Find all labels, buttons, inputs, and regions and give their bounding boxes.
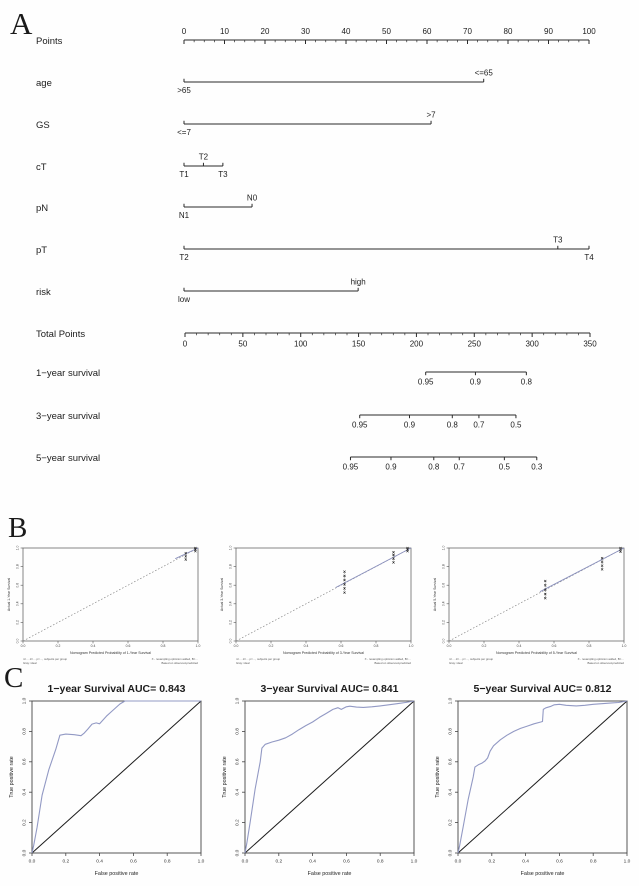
svg-text:T3: T3 [553, 235, 563, 245]
svg-text:3−year survival: 3−year survival [36, 411, 101, 422]
svg-text:0.2: 0.2 [22, 819, 28, 826]
svg-text:0.8: 0.8 [441, 564, 446, 569]
svg-text:Nomogram Predicted Probability: Nomogram Predicted Probability of 1-Year Survival [70, 651, 151, 655]
svg-text:30: 30 [301, 27, 310, 36]
svg-text:False positive rate: False positive rate [520, 871, 565, 877]
svg-text:1−year Survival AUC= 0.843: 1−year Survival AUC= 0.843 [47, 683, 186, 695]
svg-text:1.0: 1.0 [197, 859, 205, 865]
svg-text:0.8: 0.8 [428, 462, 440, 472]
svg-text:n=… d=… p=…, subjects per gr: n=… d=… p=…, subjects per group [449, 657, 494, 661]
svg-text:0.95: 0.95 [342, 462, 359, 472]
svg-text:X - resampling optimism added,: X - resampling optimism added, B=… [151, 657, 198, 661]
svg-text:Points: Points [36, 36, 63, 47]
svg-text:0.8: 0.8 [589, 859, 597, 865]
svg-text:GS: GS [36, 120, 50, 131]
svg-text:0.8: 0.8 [163, 859, 171, 865]
svg-text:0.2: 0.2 [235, 819, 241, 826]
svg-text:0.2: 0.2 [62, 859, 70, 865]
svg-text:>65: >65 [177, 86, 191, 95]
svg-text:0.0: 0.0 [441, 638, 446, 644]
svg-text:40: 40 [341, 27, 351, 36]
svg-text:Based on observed-predicted: Based on observed-predicted [587, 661, 624, 665]
svg-text:True positive rate: True positive rate [9, 756, 15, 798]
svg-text:0.0: 0.0 [235, 849, 241, 857]
calibration-plot-1 [0, 508, 213, 668]
svg-text:pT: pT [36, 245, 48, 256]
svg-text:0.5: 0.5 [510, 420, 522, 430]
svg-text:0.2: 0.2 [228, 620, 233, 625]
svg-text:0.6: 0.6 [448, 758, 454, 766]
svg-text:X - resampling optimism added,: X - resampling optimism added, B=… [364, 657, 411, 661]
svg-text:Gray: ideal: Gray: ideal [236, 661, 250, 665]
svg-text:N1: N1 [178, 211, 190, 220]
panel-c-label: C [4, 662, 24, 694]
svg-text:0.7: 0.7 [453, 462, 465, 472]
svg-text:0.7: 0.7 [473, 420, 485, 430]
svg-text:150: 150 [351, 339, 366, 349]
svg-text:high: high [350, 277, 366, 287]
svg-text:3−year Survival AUC= 0.841: 3−year Survival AUC= 0.841 [260, 683, 399, 695]
svg-text:low: low [177, 295, 191, 304]
svg-text:Nomogram Predicted Probability: Nomogram Predicted Probability of 3-Year Survival [283, 651, 364, 655]
svg-text:True positive rate: True positive rate [222, 756, 228, 798]
nomogram-rows [36, 27, 597, 472]
svg-text:0.0: 0.0 [15, 638, 20, 644]
svg-text:1.0: 1.0 [448, 697, 454, 705]
svg-text:0.0: 0.0 [228, 638, 233, 644]
calibration-plot-2 [213, 508, 426, 668]
svg-text:Total Points: Total Points [36, 329, 86, 340]
svg-text:0.0: 0.0 [22, 849, 28, 857]
svg-text:0.2: 0.2 [481, 644, 487, 649]
svg-text:0.6: 0.6 [15, 582, 20, 588]
svg-text:0.6: 0.6 [130, 859, 137, 865]
svg-text:0.4: 0.4 [96, 859, 103, 865]
svg-text:0.4: 0.4 [90, 644, 96, 649]
svg-text:Gray: ideal: Gray: ideal [23, 661, 37, 665]
svg-text:200: 200 [409, 339, 424, 349]
svg-text:0.8: 0.8 [22, 728, 28, 735]
svg-text:T1: T1 [179, 170, 189, 179]
svg-text:100: 100 [294, 339, 308, 349]
svg-text:0.8: 0.8 [228, 564, 233, 569]
svg-text:5−year Survival AUC= 0.812: 5−year Survival AUC= 0.812 [473, 683, 612, 695]
panel-a-label: A [10, 6, 33, 41]
roc-plot-2 [213, 665, 426, 886]
svg-text:10: 10 [220, 27, 229, 36]
svg-text:100: 100 [582, 27, 596, 36]
svg-text:0.8: 0.8 [520, 377, 532, 387]
svg-text:0.4: 0.4 [22, 788, 28, 796]
svg-text:0.8: 0.8 [446, 420, 458, 430]
svg-text:0.8: 0.8 [15, 564, 20, 569]
svg-text:0.95: 0.95 [351, 420, 368, 430]
svg-text:1.0: 1.0 [195, 644, 201, 649]
svg-text:50: 50 [382, 27, 391, 36]
svg-text:0.4: 0.4 [15, 601, 20, 607]
svg-text:0.2: 0.2 [448, 819, 454, 826]
svg-text:0.8: 0.8 [376, 859, 384, 865]
svg-text:1.0: 1.0 [441, 545, 446, 551]
svg-text:Based on observed-predicted: Based on observed-predicted [161, 661, 198, 665]
svg-text:0.6: 0.6 [125, 644, 131, 649]
svg-text:350: 350 [583, 339, 597, 349]
svg-text:age: age [36, 78, 52, 89]
svg-text:0.3: 0.3 [531, 462, 543, 472]
svg-text:N0: N0 [246, 193, 258, 203]
svg-text:0.6: 0.6 [235, 758, 241, 766]
svg-text:0.0: 0.0 [28, 859, 36, 865]
svg-text:T2: T2 [179, 253, 189, 262]
svg-text:Based on observed-predicted: Based on observed-predicted [374, 661, 411, 665]
svg-text:90: 90 [544, 27, 553, 36]
svg-text:0.6: 0.6 [441, 582, 446, 588]
svg-text:risk: risk [36, 287, 51, 298]
svg-text:250: 250 [467, 339, 481, 349]
svg-text:pN: pN [36, 203, 49, 214]
svg-text:>7: >7 [426, 110, 436, 120]
svg-text:0.0: 0.0 [446, 644, 452, 649]
svg-text:<=7: <=7 [177, 128, 191, 137]
svg-text:70: 70 [463, 27, 472, 36]
svg-text:0.6: 0.6 [338, 644, 344, 649]
svg-text:False positive rate: False positive rate [307, 871, 352, 877]
svg-text:1.0: 1.0 [235, 697, 241, 705]
svg-text:0.0: 0.0 [448, 849, 454, 857]
calibration-plot-3 [426, 508, 639, 668]
svg-text:0.2: 0.2 [15, 620, 20, 625]
svg-text:0: 0 [181, 27, 187, 36]
svg-text:0.5: 0.5 [498, 462, 510, 472]
svg-text:1−year survival: 1−year survival [36, 368, 101, 379]
svg-text:80: 80 [503, 27, 513, 36]
svg-text:1.0: 1.0 [623, 859, 631, 865]
svg-text:0.8: 0.8 [448, 728, 454, 735]
svg-text:Actual 5-Year Survival: Actual 5-Year Survival [433, 577, 437, 612]
svg-text:0.9: 0.9 [469, 377, 482, 387]
svg-text:0.6: 0.6 [556, 859, 563, 865]
svg-text:0.2: 0.2 [275, 859, 283, 865]
svg-text:1.0: 1.0 [228, 545, 233, 551]
svg-text:0.6: 0.6 [228, 582, 233, 588]
svg-text:0.6: 0.6 [343, 859, 350, 865]
svg-text:0.4: 0.4 [522, 859, 529, 865]
svg-text:1.0: 1.0 [410, 859, 418, 865]
svg-text:0.6: 0.6 [551, 644, 557, 649]
svg-text:0.4: 0.4 [303, 644, 309, 649]
svg-text:False positive rate: False positive rate [94, 871, 139, 877]
svg-text:1.0: 1.0 [15, 545, 20, 551]
svg-text:n=… d=… p=…, subjects per gr: n=… d=… p=…, subjects per group [23, 657, 68, 661]
svg-text:300: 300 [525, 339, 539, 349]
svg-text:0.4: 0.4 [235, 788, 241, 796]
svg-text:0.4: 0.4 [448, 788, 454, 796]
svg-text:Actual 1-Year Survival: Actual 1-Year Survival [7, 577, 11, 612]
svg-text:60: 60 [422, 27, 432, 36]
svg-text:0.2: 0.2 [55, 644, 61, 649]
svg-text:cT: cT [36, 162, 47, 173]
svg-text:0.4: 0.4 [228, 601, 233, 607]
svg-text:0.95: 0.95 [417, 377, 434, 387]
svg-text:1.0: 1.0 [22, 697, 28, 705]
svg-text:0.6: 0.6 [22, 758, 28, 766]
svg-text:0.0: 0.0 [233, 644, 239, 649]
svg-text:0.4: 0.4 [441, 601, 446, 607]
svg-text:0.2: 0.2 [441, 620, 446, 625]
svg-text:20: 20 [260, 27, 270, 36]
svg-text:0: 0 [182, 339, 188, 349]
svg-text:1.0: 1.0 [408, 644, 414, 649]
svg-text:0.4: 0.4 [516, 644, 522, 649]
svg-text:0.9: 0.9 [385, 462, 397, 472]
svg-text:0.8: 0.8 [586, 644, 592, 649]
svg-text:0.8: 0.8 [235, 728, 241, 735]
roc-plot-3 [426, 665, 639, 886]
svg-text:1.0: 1.0 [621, 644, 627, 649]
svg-text:5−year survival: 5−year survival [36, 453, 101, 464]
svg-text:0.0: 0.0 [241, 859, 249, 865]
svg-text:0.8: 0.8 [373, 644, 379, 649]
svg-text:0.9: 0.9 [403, 420, 416, 430]
svg-text:T2: T2 [198, 152, 209, 162]
svg-text:Actual 3-Year Survival: Actual 3-Year Survival [220, 577, 224, 612]
svg-text:n=… d=… p=…, subjects per gr: n=… d=… p=…, subjects per group [236, 657, 281, 661]
svg-text:Gray: ideal: Gray: ideal [449, 661, 463, 665]
svg-text:0.0: 0.0 [20, 644, 26, 649]
svg-text:True positive rate: True positive rate [435, 756, 441, 798]
svg-text:50: 50 [238, 339, 248, 349]
svg-text:0.8: 0.8 [160, 644, 166, 649]
svg-text:Nomogram Predicted Probability: Nomogram Predicted Probability of 5-Year Survival [496, 651, 577, 655]
svg-text:T3: T3 [218, 170, 228, 179]
svg-text:0.4: 0.4 [309, 859, 316, 865]
svg-text:T4: T4 [584, 253, 594, 262]
svg-text:0.2: 0.2 [488, 859, 496, 865]
svg-text:0.0: 0.0 [454, 859, 462, 865]
svg-text:X - resampling optimism added,: X - resampling optimism added, B=… [577, 657, 624, 661]
panel-b-label: B [8, 512, 28, 544]
svg-text:0.2: 0.2 [268, 644, 274, 649]
svg-text:<=65: <=65 [474, 68, 493, 78]
